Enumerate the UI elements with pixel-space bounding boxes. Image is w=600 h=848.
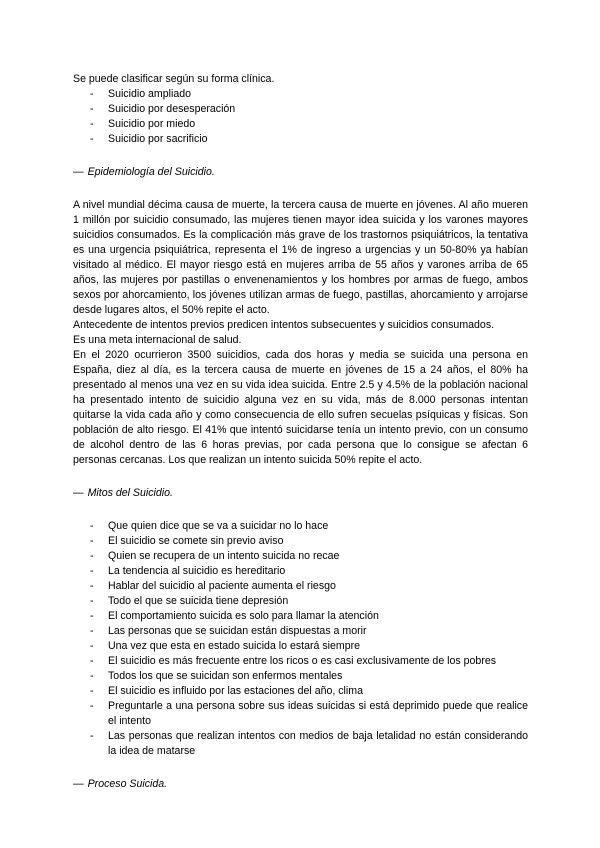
list-item: - Hablar del suicidio al paciente aumenta el riesgo (73, 579, 528, 594)
heading-title: Mitos del Suicidio. (87, 487, 173, 499)
heading-title: Proceso Suicida. (87, 778, 168, 790)
list-item: - El suicidio es más frecuente entre los ricos o es casi exclusivamente de los pobres (73, 654, 528, 669)
epidemiology-heading (73, 165, 528, 180)
list-item: - Las personas que se suicidan están dispuestas a morir (73, 624, 528, 639)
heading-title: Epidemiología del Suicidio. (87, 166, 215, 178)
epidemiology-paragraph-2: Antecedente de intentos previos predicen intentos subsecuentes y suicidios consumados. (73, 319, 495, 331)
list-item: - Las personas que realizan intentos con medios de baja letalidad no están considerando la idea de matarse (73, 729, 528, 759)
list-item: - El suicidio es influido por las estaciones del año, clima (73, 684, 528, 699)
list-item: - El suicidio se comete sin previo aviso (73, 534, 528, 549)
list-item: - Suicidio por sacrificio (73, 132, 528, 147)
list-item: - Suicidio por desesperación (73, 102, 528, 117)
list-item: - El comportamiento suicida es solo para llamar la atención (73, 609, 528, 624)
clinical-forms-list (73, 87, 528, 147)
heading-dash: — (73, 487, 84, 499)
document-page (73, 72, 528, 792)
intro-text: Se puede clasificar según su forma clínica. (73, 73, 275, 85)
epidemiology-paragraph-4: En el 2020 ocurrieron 3500 suicidios, cada dos horas y media se suicida una persona en España, diez al día, es la tercera causa de muerte en jóvenes de 15 a 24 años, el 80% ha presentado al menos una vez en su vida idea suicida. Entre 2.5 y 4.5% de la población nacional ha presentado intento de suicidio alguna vez en su vida, más de 8.000 personas intentan quitarse la vida cada año y como consecuencia de ello sufren secuelas psíquicas y físicas. Son población de alto riesgo. El 41% que intentó suicidarse tenía un intento previo, con un consumo de alcohol dentro de las 6 horas previas, por cada persona que lo consigue se afectan 6 personas cercanas. Los que realizan un intento suicida 50% repite el acto. (73, 349, 528, 466)
list-item: - Preguntarle a una persona sobre sus ideas suicidas si está deprimido puede que realice el intento (73, 699, 528, 729)
list-item: - La tendencia al suicidio es hereditario (73, 564, 528, 579)
heading-dash: — (73, 166, 84, 178)
list-item: - Una vez que esta en estado suicida lo estará siempre (73, 639, 528, 654)
list-item: - Que quien dice que se va a suicidar no lo hace (73, 519, 528, 534)
epidemiology-paragraph-1: A nivel mundial décima causa de muerte, la tercera causa de muerte en jóvenes. Al año mueren 1 millón por suicidio consumado, las mujeres tienen mayor idea suicida y los varones mayores suicidios consumados. Es la complicación más grave de los trastornos psiquiátricos, la tentativa es una urgencia psiquiátrica, representa el 1% de ingreso a urgencias y un 50-80% ya habían visitado al médico. El mayor riesgo está en mujeres arriba de 55 años y varones arriba de 65 años, las mujeres por pastillas o envenenamientos y los hombres por armas de fuego, ambos sexos por ahorcamiento, los jóvenes utilizan armas de fuego, pastillas, ahorcamiento y arrojarse desde lugares altos, el 50% repite el acto. (73, 199, 528, 316)
list-item: - Suicidio por miedo (73, 117, 528, 132)
epidemiology-paragraph-3: Es una meta internacional de salud. (73, 334, 242, 346)
myths-heading (73, 486, 528, 501)
list-item: - Suicidio ampliado (73, 87, 528, 102)
heading-dash: — (73, 778, 84, 790)
list-item: - Todos los que se suicidan son enfermos mentales (73, 669, 528, 684)
list-item: - Quien se recupera de un intento suicida no recae (73, 549, 528, 564)
list-item: - Todo el que se suicida tiene depresión (73, 594, 528, 609)
process-heading (73, 777, 528, 792)
myths-list (73, 519, 528, 759)
